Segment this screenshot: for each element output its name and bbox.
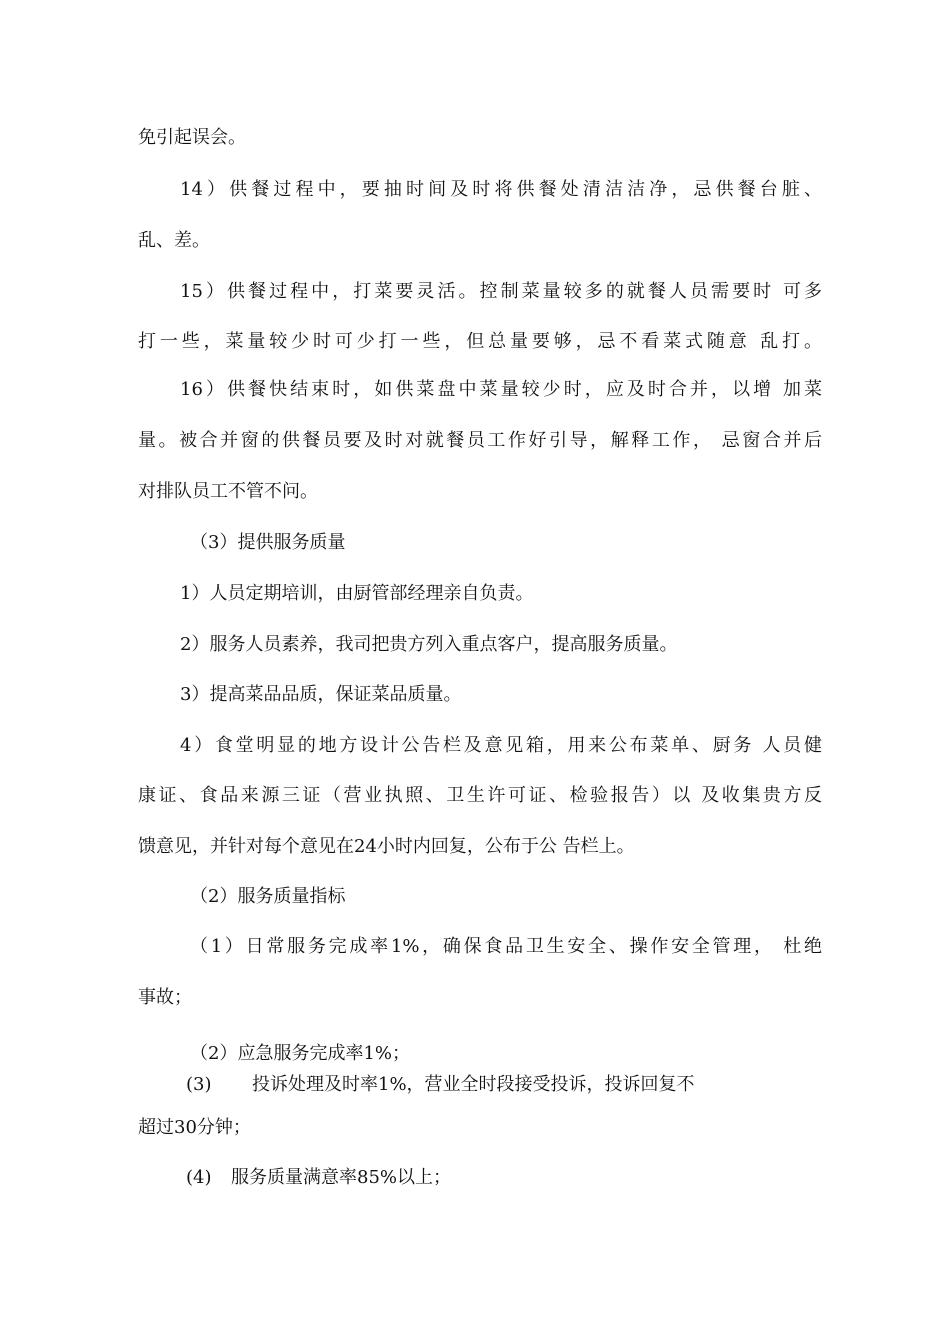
paragraph-line: 乱、差。 [138, 230, 210, 251]
section-heading: （3）提供服务质量 [190, 532, 346, 553]
paragraph-line: 馈意见，并针对每个意见在24小时内回复，公布于公 告栏上。 [138, 836, 635, 857]
paragraph-line: （1）日常服务完成率1%，确保食品卫生安全、操作安全管理， 杜绝 [190, 936, 822, 957]
list-item: 2）服务人员素养，我司把贵方列入重点客户，提高服务质量。 [180, 634, 678, 655]
paragraph-line: 免引起误会。 [138, 127, 246, 148]
paragraph-line: 14）供餐过程中，要抽时间及时将供餐处清洁洁净，忌供餐台脏、 [180, 179, 822, 200]
paragraph-line: 15）供餐过程中，打菜要灵活。控制菜量较多的就餐人员需要时 可多 [180, 281, 822, 302]
item-number: (4) [186, 1167, 212, 1188]
paragraph-line: 量。被合并窗的供餐员要及时对就餐员工作好引导，解释工作， 忌窗合并后 [138, 430, 822, 451]
list-item: 3）提高菜品品质，保证菜品质量。 [180, 684, 462, 705]
paragraph-line: 4）食堂明显的地方设计公告栏及意见箱，用来公布菜单、厨务 人员健 [180, 735, 822, 756]
item-number: (3) [186, 1074, 212, 1095]
paragraph-line: 对排队员工不管不问。 [138, 481, 318, 502]
section-heading: （2）服务质量指标 [190, 886, 346, 907]
paragraph-line: 16）供餐快结束时，如供菜盘中菜量较少时，应及时合并，以增 加菜 [180, 379, 822, 400]
list-item: 服务质量满意率85%以上； [231, 1167, 452, 1188]
list-item: 投诉处理及时率1%，营业全时段接受投诉，投诉回复不 [252, 1074, 695, 1095]
paragraph-line: 事故； [138, 987, 192, 1008]
paragraph-line: 打一些，菜量较少时可少打一些，但总量要够，忌不看菜式随意 乱打。 [138, 331, 822, 352]
paragraph-line: 超过30分钟； [138, 1117, 251, 1138]
list-item: （2）应急服务完成率1%； [190, 1043, 411, 1064]
paragraph-line: 康证、食品来源三证（营业执照、卫生许可证、检验报告）以 及收集贵方反 [138, 785, 822, 806]
list-item: 1）人员定期培训，由厨管部经理亲自负责。 [180, 583, 534, 604]
